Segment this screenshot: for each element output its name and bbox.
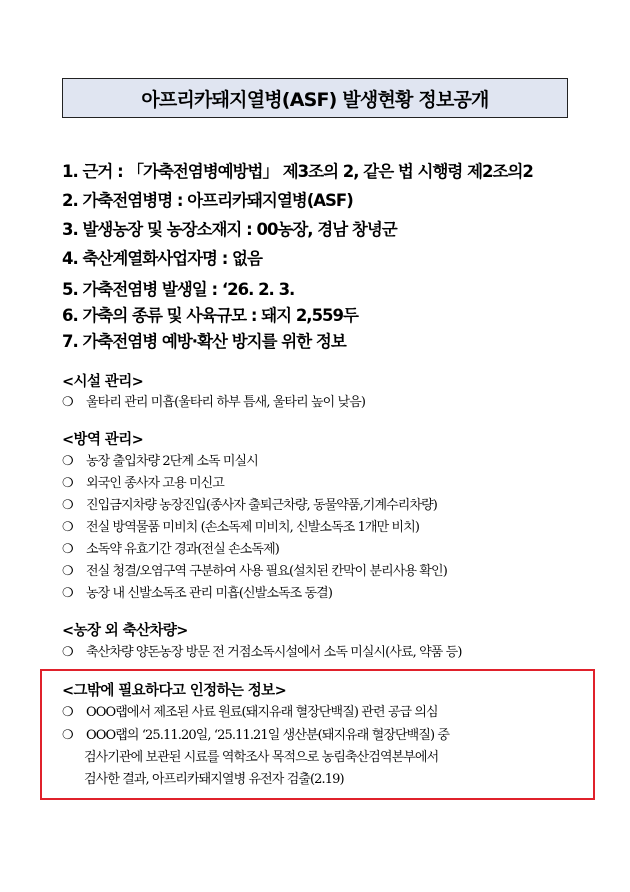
circle-bullet-icon: ❍ — [62, 395, 73, 410]
list-item: ❍ 농장 내 신발소독조 관리 미흡(신발소독조 동결) — [62, 586, 333, 601]
list-item: ❍ 축산차량 양돈농장 방문 전 거점소독시설에서 소독 미실시(사료, 약품 등) — [62, 645, 462, 660]
list-item: ❍ 외국인 종사자 고용 미신고 — [62, 476, 224, 491]
circle-bullet-icon: ❍ — [62, 520, 73, 535]
circle-bullet-icon: ❍ — [62, 476, 73, 491]
page-title: 아프리카돼지열병(ASF) 발생현황 정보공개 — [141, 88, 489, 111]
list-item: ❍ 전실 방역물품 미비치 (손소독제 미비치, 신발소독조 1개만 비치) — [62, 520, 420, 535]
info-item-2: 2. 가축전염병명 : 아프리카돼지열병(ASF) — [62, 191, 353, 210]
circle-bullet-icon: ❍ — [62, 564, 73, 579]
list-item: ❍ 전실 청결/오염구역 구분하여 사용 필요(설치된 칸막이 분리사용 확인) — [62, 564, 447, 579]
section-heading-biosecurity: <방역 관리> — [62, 432, 144, 448]
circle-bullet-icon: ❍ — [62, 542, 73, 557]
title-box — [62, 78, 568, 118]
section-heading-external-vehicles: <농장 외 축산차량> — [62, 623, 188, 639]
circle-bullet-icon: ❍ — [62, 498, 73, 513]
circle-bullet-icon: ❍ — [62, 705, 73, 720]
list-item-continuation: 검사한 결과, 아프리카돼지열병 유전자 검출(2.19) — [84, 772, 344, 787]
info-item-4: 4. 축산계열화사업자명 : 없음 — [62, 249, 262, 268]
circle-bullet-icon: ❍ — [62, 645, 73, 660]
info-item-6: 6. 가축의 종류 및 사육규모 : 돼지 2,559두 — [62, 306, 358, 325]
circle-bullet-icon: ❍ — [62, 454, 73, 469]
info-item-5: 5. 가축전염병 발생일 : ‘26. 2. 3. — [62, 280, 295, 299]
list-item: ❍ 진입금지차량 농장진입(종사자 출퇴근차량, 동물약품,기계수리차량) — [62, 498, 437, 513]
info-item-1: 1. 근거 : 「가축전염병예방법」 제3조의 2, 같은 법 시행령 제2조의2 — [62, 162, 533, 181]
list-item: ❍ 소독약 유효기간 경과(전실 손소독제) — [62, 542, 279, 557]
info-item-7: 7. 가축전염병 예방·확산 방지를 위한 정보 — [62, 332, 346, 351]
section-heading-facility: <시설 관리> — [62, 374, 144, 390]
circle-bullet-icon: ❍ — [62, 586, 73, 601]
list-item: ❍ OOO랩에서 제조된 사료 원료(돼지유래 혈장단백질) 관련 공급 의심 — [62, 705, 438, 720]
list-item: ❍ OOO랩의 ‘25.11.20일, ‘25.11.21일 생산분(돼지유래 혈장단백질) 중 — [62, 728, 450, 743]
list-item: ❍ 농장 출입차량 2단계 소독 미실시 — [62, 454, 258, 469]
circle-bullet-icon: ❍ — [62, 728, 73, 743]
list-item: ❍ 울타리 관리 미흡(울타리 하부 틈새, 울타리 높이 낮음) — [62, 395, 366, 410]
list-item-continuation: 검사기관에 보관된 시료를 역학조사 목적으로 농림축산검역본부에서 — [84, 750, 439, 765]
section-heading-other-info: <그밖에 필요하다고 인정하는 정보> — [62, 683, 287, 699]
info-item-3: 3. 발생농장 및 농장소재지 : 00농장, 경남 창녕군 — [62, 220, 397, 239]
